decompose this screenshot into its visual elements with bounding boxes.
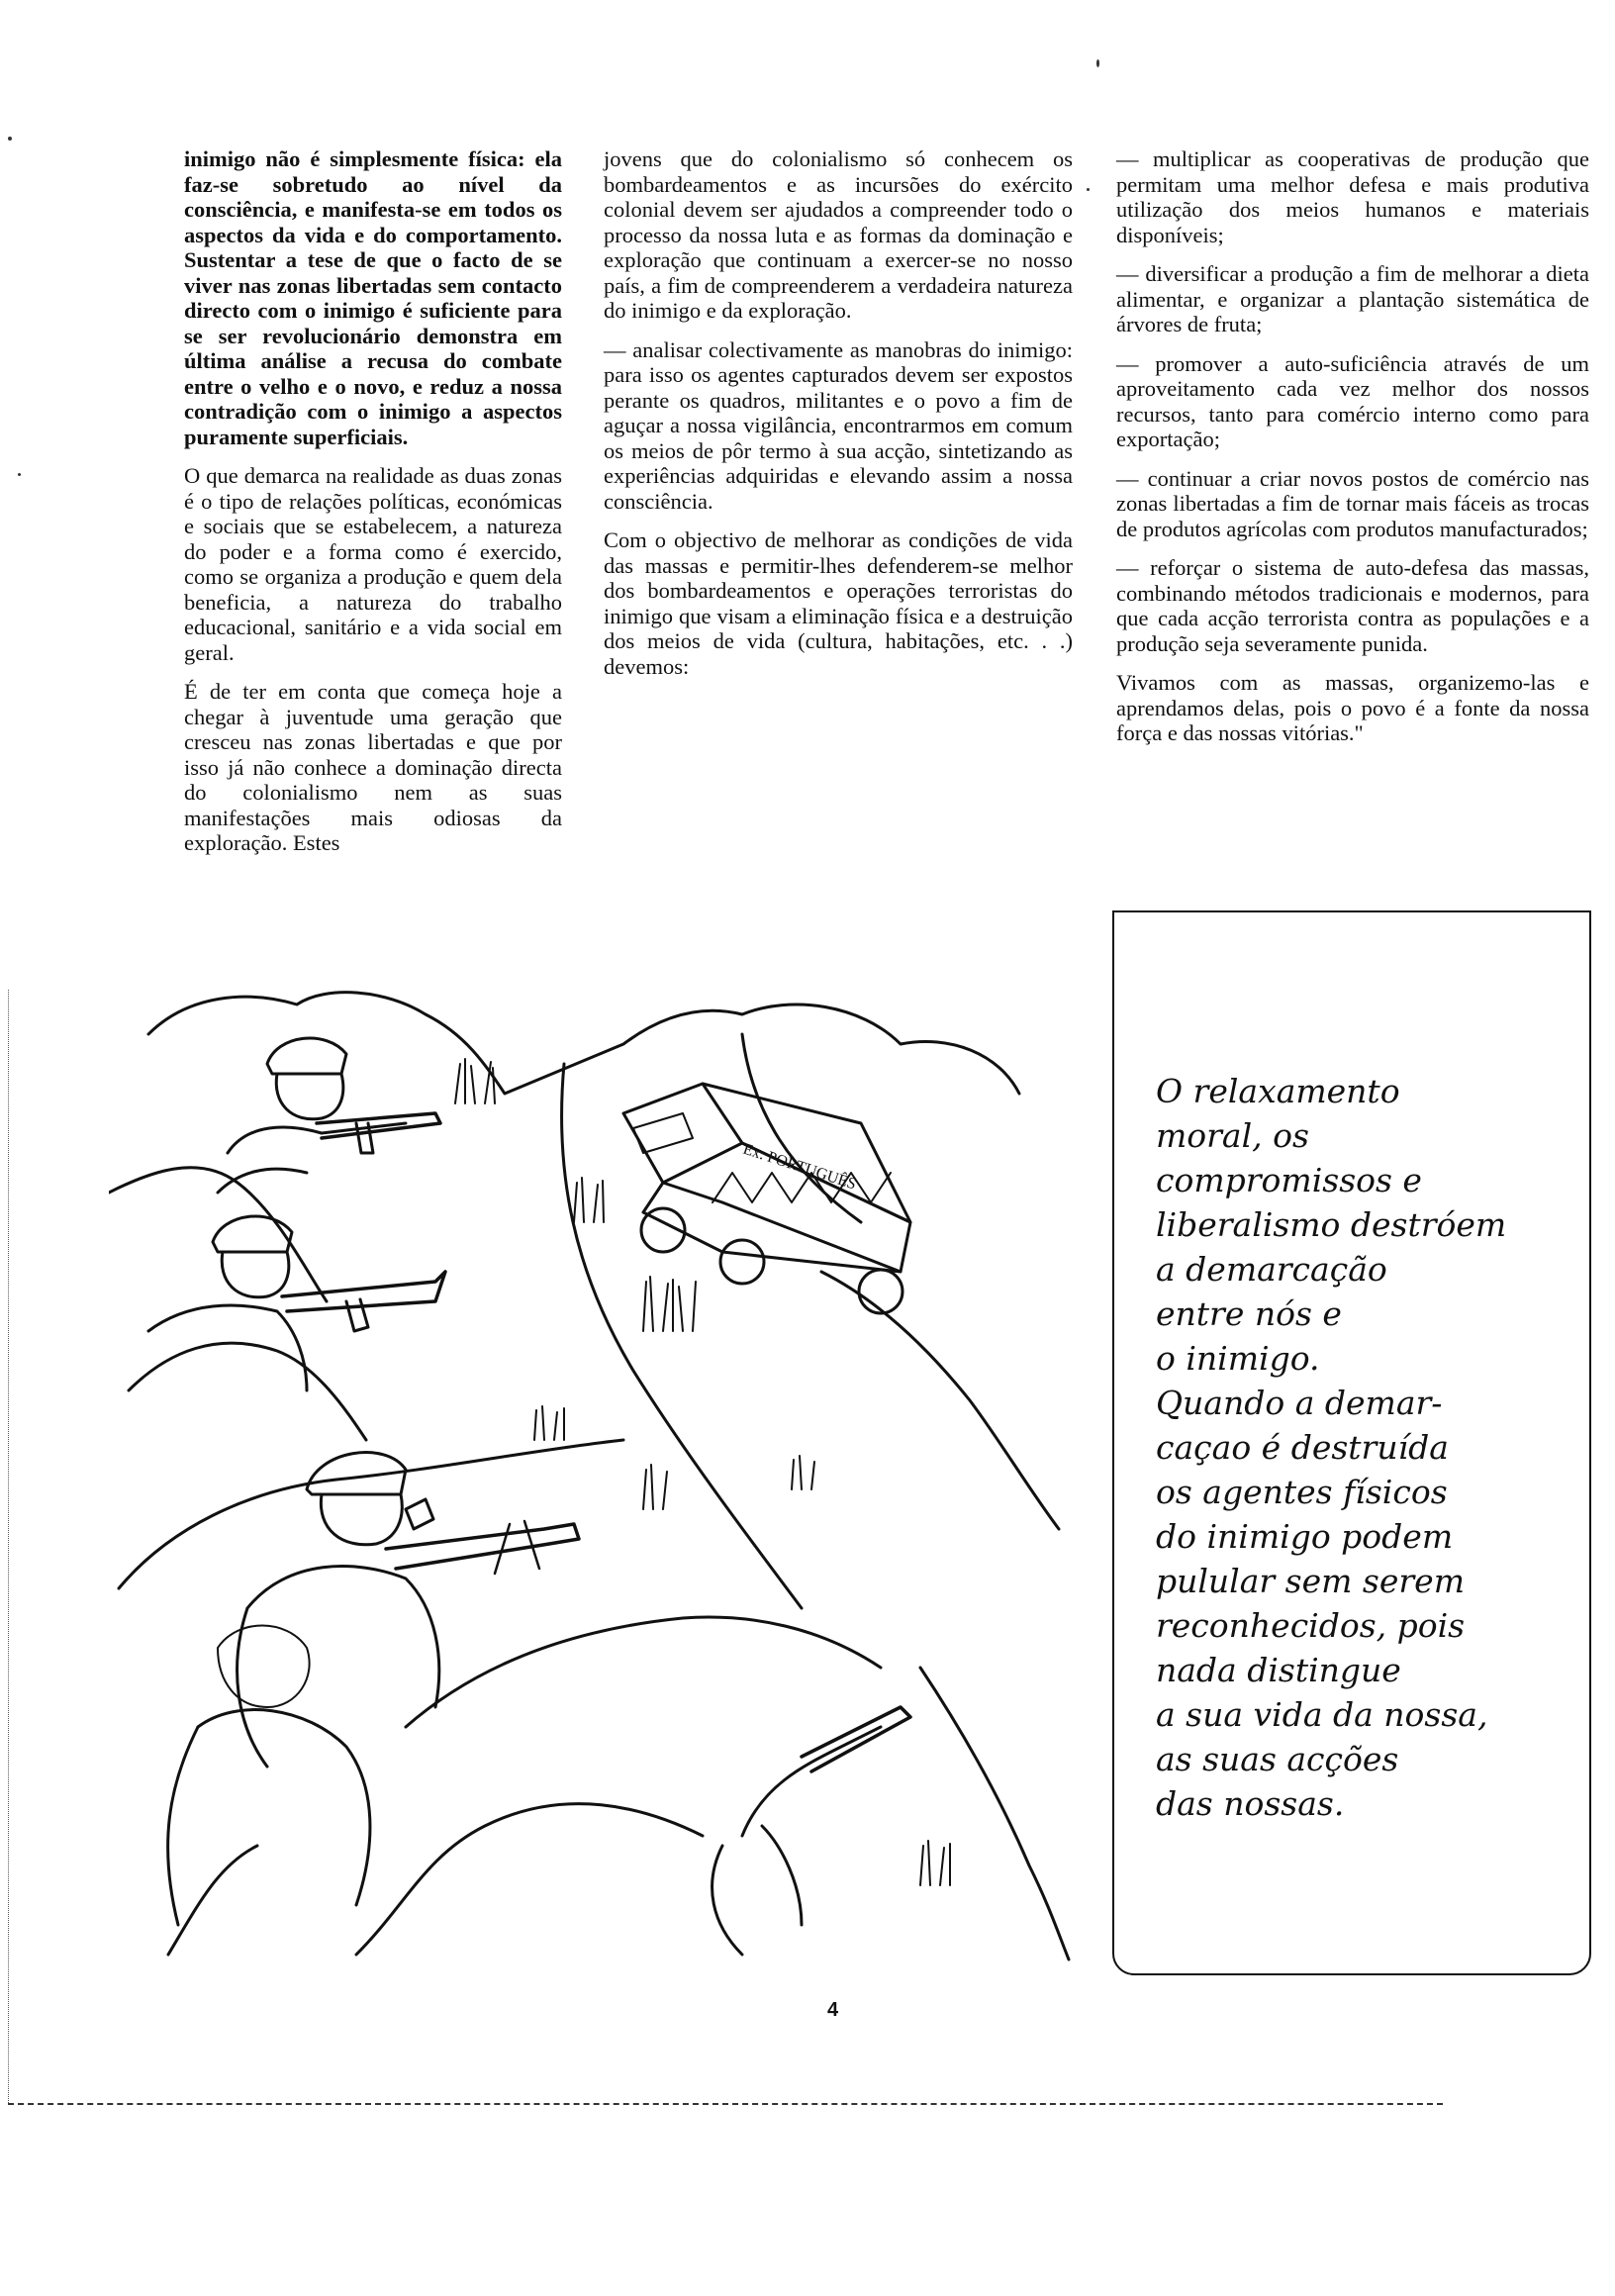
rock-outline bbox=[119, 1440, 623, 1588]
paragraph: — continuar a criar novos postos de comércio nas zonas libertadas a fim de tornar mais fáceis as trocas de produtos agrícolas com produtos manufacturados; bbox=[1116, 465, 1589, 541]
text-column-1 bbox=[184, 146, 562, 870]
scan-margin-line bbox=[8, 990, 9, 2103]
scan-speck bbox=[1096, 59, 1099, 67]
quote-line: das nossas. bbox=[1156, 1784, 1345, 1823]
page-number: 4 bbox=[827, 1999, 839, 2021]
text-column-3 bbox=[1116, 146, 1589, 760]
quote-line: entre nós e bbox=[1156, 1294, 1342, 1333]
quote-line: a demarcação bbox=[1156, 1250, 1387, 1289]
soldier-figure bbox=[238, 1453, 579, 1767]
soldier-figure bbox=[148, 1216, 445, 1390]
quote-line: reconhecidos, pois bbox=[1156, 1606, 1466, 1645]
text-column-2 bbox=[604, 146, 1073, 693]
paragraph: — analisar colectivamente as manobras do inimigo: para isso os agentes capturados devem ser expostos perante os quadros, militantes e o povo a fim de aguçar a nossa vigilância, encontrarmos em comum os meios de pôr termo à sua acção, sintetizando as experiências adquiridas e elevando assim a nossa consciência. bbox=[604, 336, 1073, 514]
rock-outline bbox=[356, 1804, 703, 1955]
road-edge bbox=[742, 1034, 861, 1222]
quote-line: o inimigo. bbox=[1156, 1339, 1320, 1378]
quote-line: caçao é destruída bbox=[1156, 1428, 1449, 1467]
paragraph: inimigo não é simplesmente física: ela faz-se sobretudo ao nível da consciência, e manifesta-se em todos os aspectos da vida e do comportamento. Sustentar a tese de que o facto de se viver nas zonas libertadas sem contacto directo com o inimigo é suficiente para se ser revolucionário demonstra em última análise a recusa do combate entre o velho e o novo, e reduz a nossa contradição com o inimigo a aspectos puramente superficiais. bbox=[184, 146, 562, 449]
scan-speck bbox=[18, 473, 21, 476]
paragraph: — promover a auto-suficiência através de um aproveitamento cada vez melhor dos nossos recursos, tanto para comércio interno como para exportação; bbox=[1116, 350, 1589, 451]
paragraph: Vivamos com as massas, organizemo-las e aprendamos delas, pois o povo é a fonte da nossa força e das nossas vitórias." bbox=[1116, 670, 1589, 745]
quote-line: pulular sem serem bbox=[1156, 1562, 1465, 1600]
scan-border-line bbox=[8, 2103, 1443, 2105]
paragraph: É de ter em conta que começa hoje a chegar à juventude uma geração que cresceu nas zonas libertadas e que por isso já não conhece a dominação directa do colonialismo nem as suas manifestações mais odiosas da exploração. Estes bbox=[184, 679, 562, 855]
rock-outline bbox=[148, 993, 1019, 1094]
quote-line: Quando a demar- bbox=[1156, 1384, 1443, 1422]
rock-outline bbox=[168, 1846, 257, 1955]
scan-speck bbox=[1087, 188, 1090, 191]
paragraph: Com o objectivo de melhorar as condições de vida das massas e permitir-lhes defenderem-se melhor dos bombardeamentos e operações terroristas do inimigo que visam a eliminação física e a destruição dos meios de vida (cultura, habitações, etc. . .) devemos: bbox=[604, 527, 1073, 679]
road-edge bbox=[562, 1064, 802, 1608]
quote-line: liberalismo destróem bbox=[1156, 1205, 1507, 1244]
guerrilla-ambush-illustration bbox=[109, 975, 1079, 1964]
soldier-figure bbox=[168, 1626, 370, 1926]
quote-line: as suas acções bbox=[1156, 1740, 1399, 1778]
rock-outline bbox=[920, 1668, 1069, 1960]
quote-line: a sua vida da nossa, bbox=[1156, 1695, 1488, 1734]
quote-line: compromissos e bbox=[1156, 1161, 1422, 1199]
quote-line: os agentes físicos bbox=[1156, 1473, 1448, 1511]
rock-outline bbox=[821, 1272, 1059, 1529]
scan-speck bbox=[8, 137, 12, 141]
rock-outline bbox=[129, 1343, 366, 1440]
paragraph: O que demarca na realidade as duas zonas é o tipo de relações políticas, económicas e sociais que se estabelecem, a natureza do poder e a forma como é exercido, como se organiza a produção e quem dela beneficia, a natureza do trabalho educacional, sanitário e a vida social em geral. bbox=[184, 463, 562, 665]
paragraph: jovens que do colonialismo só conhecem os bombardeamentos e as incursões do exército colonial devem ser ajudados a compreender todo o processo da nossa luta e as formas da dominação e exploração que continuam a exercer-se no nosso país, a fim de compreenderem a verdadeira natureza do inimigo e da exploração. bbox=[604, 146, 1073, 323]
paragraph: — reforçar o sistema de auto-defesa das massas, combinando métodos tradicionais e modernos, para que cada acção terrorista contra as populações e a produção seja severamente punida. bbox=[1116, 555, 1589, 656]
quote-line: nada distingue bbox=[1156, 1651, 1401, 1689]
quote-line: O relaxamento bbox=[1156, 1072, 1400, 1110]
paragraph: — multiplicar as cooperativas de produção que permitam uma melhor defesa e mais produtiva utilização dos meios humanos e materiais disponíveis; bbox=[1116, 146, 1589, 247]
rock-outline bbox=[406, 1617, 881, 1727]
paragraph: — diversificar a produção a fim de melhorar a dieta alimentar, e organizar a plantação sistemática de árvores de fruta; bbox=[1116, 261, 1589, 336]
quote-line: do inimigo podem bbox=[1156, 1517, 1454, 1556]
pull-quote bbox=[1156, 1069, 1591, 1826]
truck-lettering: Ex. PORTUGUÊS bbox=[740, 1140, 859, 1194]
quote-line: moral, os bbox=[1156, 1116, 1309, 1155]
soldier-figure bbox=[218, 1038, 440, 1193]
soldier-figure bbox=[712, 1707, 910, 1955]
